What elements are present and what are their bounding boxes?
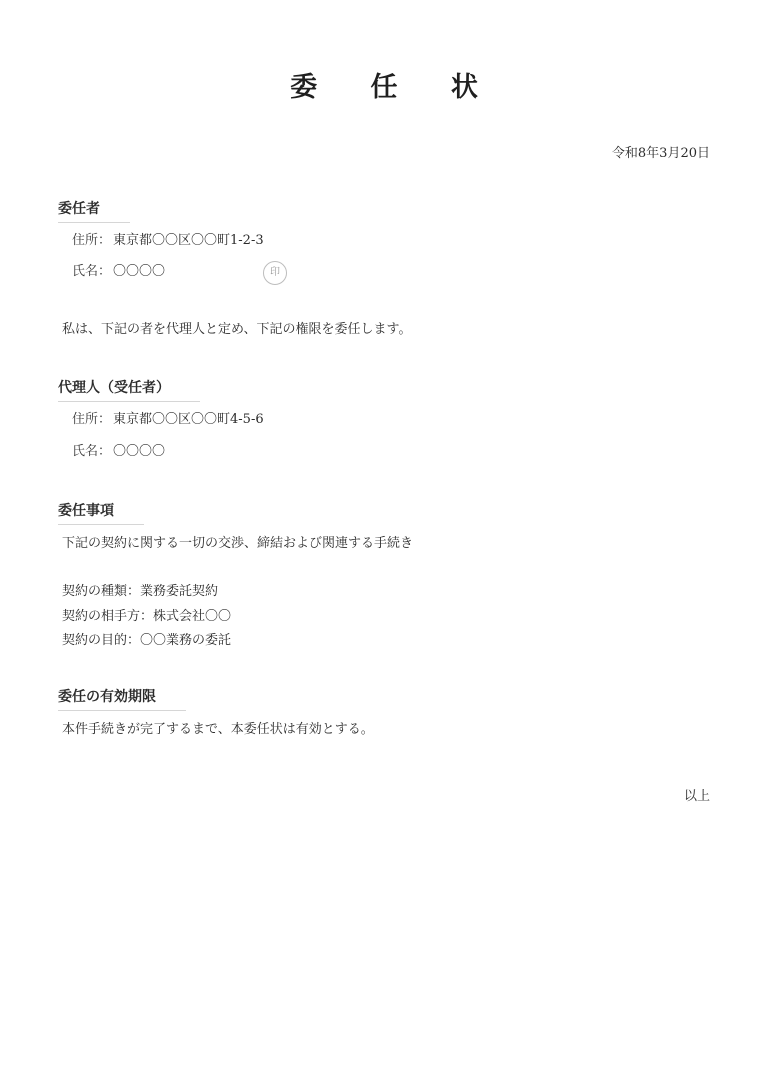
agent-name-value: 〇〇〇〇 <box>113 444 166 459</box>
seal-stamp: 印 <box>263 261 287 285</box>
agent-name-label: 氏名： <box>72 444 112 459</box>
contract-type: 契約の種類：業務委託契約 <box>62 584 219 599</box>
matters-description: 下記の契約に関する一切の交渉、締結および関連する手続き <box>62 536 414 551</box>
agent-address-label: 住所： <box>72 412 112 427</box>
agent-name <box>72 442 165 462</box>
closing-text: 以上 <box>683 789 710 804</box>
principal-name-value: 〇〇〇〇 <box>113 264 166 279</box>
principal-heading-rule <box>58 222 130 223</box>
validity-heading: 委任の有効期限 <box>58 689 156 705</box>
agent-heading: 代理人（受任者） <box>58 380 170 396</box>
validity-text: 本件手続きが完了するまで、本委任状は有効とする。 <box>62 722 374 737</box>
matters-heading: 委任事項 <box>58 503 114 519</box>
principal-name <box>72 262 165 282</box>
principal-heading: 委任者 <box>58 201 100 217</box>
document-title: 委 任 状 <box>290 72 500 103</box>
agent-address-value: 東京都〇〇区〇〇町4-5-6 <box>113 412 264 427</box>
validity-heading-rule <box>58 710 186 711</box>
contract-purpose: 契約の目的：〇〇業務の委託 <box>62 633 232 648</box>
agent-heading-rule <box>58 401 200 402</box>
declaration-text: 私は、下記の者を代理人と定め、下記の権限を委任します。 <box>62 322 412 337</box>
agent-address <box>72 410 264 430</box>
contract-party: 契約の相手方：株式会社〇〇 <box>62 609 232 624</box>
principal-name-label: 氏名： <box>72 264 112 279</box>
principal-address-label: 住所： <box>72 233 112 248</box>
principal-address-value: 東京都〇〇区〇〇町1-2-3 <box>113 233 264 248</box>
principal-address <box>72 231 264 251</box>
document-date: 令和8年3月20日 <box>611 146 710 161</box>
matters-heading-rule <box>58 524 144 525</box>
